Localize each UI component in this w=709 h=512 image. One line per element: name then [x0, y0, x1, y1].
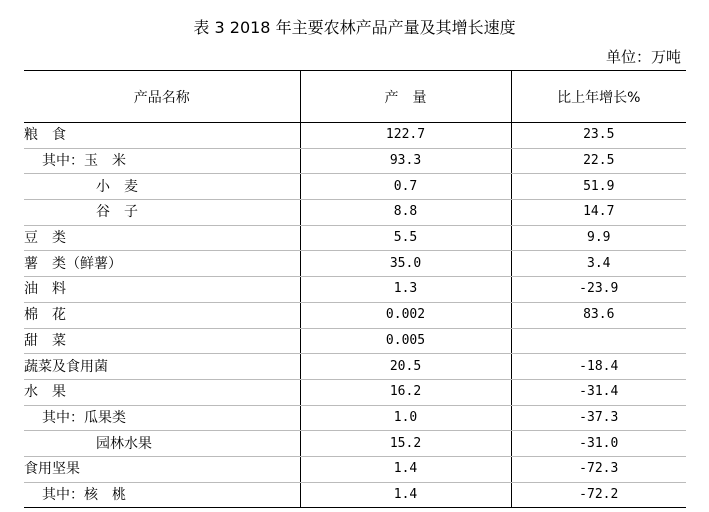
row-quantity: 1.0: [300, 405, 511, 431]
row-name: 薯 类（鲜薯）: [24, 251, 300, 277]
row-growth: 51.9: [511, 174, 686, 200]
row-name: 食用坚果: [24, 456, 300, 482]
row-growth: -72.2: [511, 482, 686, 508]
row-name: 水 果: [24, 379, 300, 405]
row-growth: -37.3: [511, 405, 686, 431]
table-row: [24, 328, 686, 354]
header-row: [24, 71, 686, 123]
row-quantity: 0.002: [300, 302, 511, 328]
header-product-name: 产品名称: [24, 71, 300, 123]
production-table: [24, 70, 686, 508]
header-growth: 比上年增长%: [511, 71, 686, 123]
table-row: [24, 200, 686, 226]
row-quantity: 16.2: [300, 379, 511, 405]
row-name: 小 麦: [24, 174, 300, 200]
table-row: [24, 251, 686, 277]
row-growth: 22.5: [511, 148, 686, 174]
row-name: 豆 类: [24, 225, 300, 251]
row-name: 甜 菜: [24, 328, 300, 354]
table-row: [24, 225, 686, 251]
row-name: 蔬菜及食用菌: [24, 354, 300, 380]
header-quantity: 产 量: [300, 71, 511, 123]
row-growth: 14.7: [511, 200, 686, 226]
row-name: 其中：核 桃: [24, 482, 300, 508]
row-name: 油 料: [24, 277, 300, 303]
row-quantity: 20.5: [300, 354, 511, 380]
table-title: 表 3 2018 年主要农林产品产量及其增长速度: [193, 18, 516, 37]
row-growth: [511, 328, 686, 354]
table-row: [24, 482, 686, 508]
row-quantity: 5.5: [300, 225, 511, 251]
table-row: [24, 379, 686, 405]
row-quantity: 35.0: [300, 251, 511, 277]
row-quantity: 8.8: [300, 200, 511, 226]
row-quantity: 15.2: [300, 431, 511, 457]
row-name: 棉 花: [24, 302, 300, 328]
table-row: [24, 354, 686, 380]
table-row: [24, 123, 686, 149]
row-growth: 3.4: [511, 251, 686, 277]
table-row: [24, 431, 686, 457]
row-growth: -23.9: [511, 277, 686, 303]
row-name: 其中：玉 米: [24, 148, 300, 174]
row-quantity: 93.3: [300, 148, 511, 174]
row-name: 谷 子: [24, 200, 300, 226]
row-quantity: 1.4: [300, 456, 511, 482]
row-quantity: 1.4: [300, 482, 511, 508]
row-growth: -31.4: [511, 379, 686, 405]
row-growth: -31.0: [511, 431, 686, 457]
row-growth: 9.9: [511, 225, 686, 251]
row-quantity: 122.7: [300, 123, 511, 149]
unit-label: 单位：万吨: [605, 48, 681, 66]
table-row: [24, 148, 686, 174]
table-row: [24, 277, 686, 303]
row-growth: -18.4: [511, 354, 686, 380]
row-growth: 83.6: [511, 302, 686, 328]
row-quantity: 1.3: [300, 277, 511, 303]
row-growth: 23.5: [511, 123, 686, 149]
table-row: [24, 405, 686, 431]
row-growth: -72.3: [511, 456, 686, 482]
row-name: 其中：瓜果类: [24, 405, 300, 431]
row-quantity: 0.005: [300, 328, 511, 354]
table-row: [24, 456, 686, 482]
row-name: 园林水果: [24, 431, 300, 457]
table-row: [24, 302, 686, 328]
row-name: 粮 食: [24, 123, 300, 149]
table-row: [24, 174, 686, 200]
row-quantity: 0.7: [300, 174, 511, 200]
